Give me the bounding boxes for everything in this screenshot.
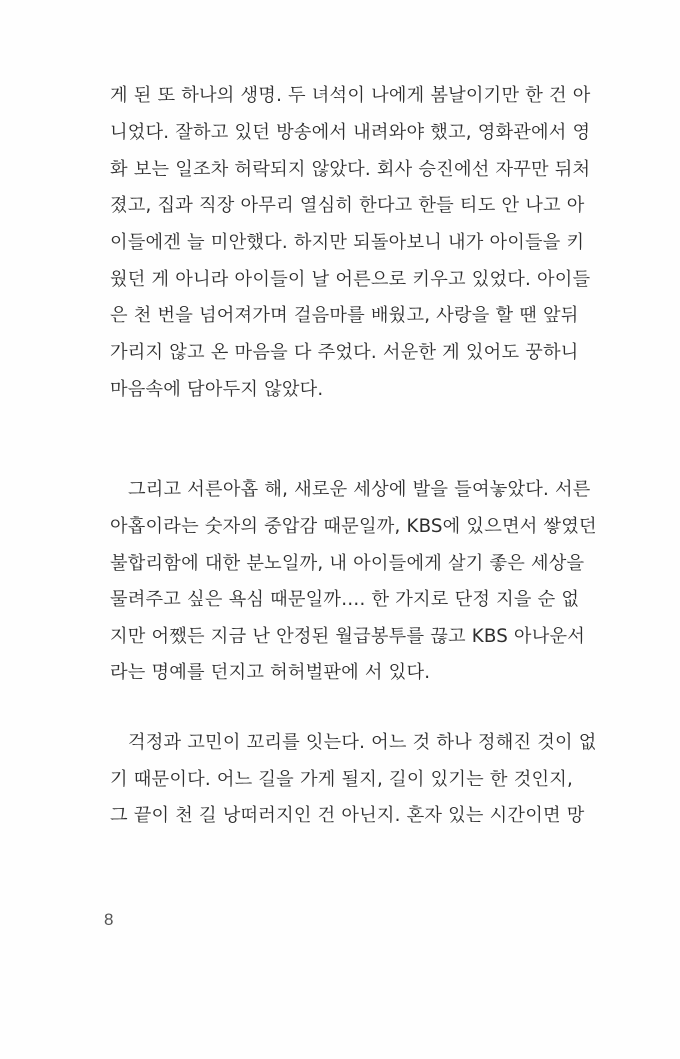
text-line: 이들에겐 늘 미안했다. 하지만 되돌아보니 내가 아이들을 키 <box>110 232 585 253</box>
text-line: 그리고 서른아홉 해, 새로운 세상에 발을 들여놓았다. 서른 <box>128 479 591 500</box>
text-line: 지만 어쨌든 지금 난 안정된 월급봉투를 끊고 KBS 아나운서 <box>110 626 586 647</box>
text-line: 불합리함에 대한 분노일까, 내 아이들에게 살기 좋은 세상을 <box>110 553 585 574</box>
text-line: 은 천 번을 넘어져가며 걸음마를 배웠고, 사랑을 할 땐 앞뒤 <box>110 305 579 326</box>
text-line: 아홉이라는 숫자의 중압감 때문일까, KBS에 있으면서 쌓였던 <box>110 516 597 537</box>
text-line: 라는 명예를 던지고 허허벌판에 서 있다. <box>110 662 431 683</box>
text-line: 웠던 게 아니라 아이들이 날 어른으로 키우고 있었다. 아이들 <box>110 269 591 290</box>
text-line: 게 된 또 하나의 생명. 두 녀석이 나에게 봄날이기만 한 건 아 <box>110 85 591 106</box>
text-line: 졌고, 집과 직장 아무리 열심히 한다고 한들 티도 안 나고 아 <box>110 195 585 216</box>
page-number: 8 <box>104 910 114 929</box>
text-line: 니었다. 잘하고 있던 방송에서 내려와야 했고, 영화관에서 영 <box>110 122 591 143</box>
text-line: 물려주고 싶은 욕심 때문일까…. 한 가지로 단정 지을 순 없 <box>110 589 580 610</box>
text-line: 걱정과 고민이 꼬리를 잇는다. 어느 것 하나 정해진 것이 없 <box>128 732 597 753</box>
text-line: 가리지 않고 온 마음을 다 주었다. 서운한 게 있어도 꿍하니 <box>110 342 579 363</box>
text-line: 화 보는 일조차 허락되지 않았다. 회사 승진에선 자꾸만 뒤처 <box>110 159 591 180</box>
text-line: 그 끝이 천 길 낭떠러지인 건 아닌지. 혼자 있는 시간이면 망 <box>110 805 585 826</box>
text-line: 마음속에 담아두지 않았다. <box>110 379 324 400</box>
text-line: 기 때문이다. 어느 길을 가게 될지, 길이 있기는 한 것인지, <box>110 769 573 790</box>
